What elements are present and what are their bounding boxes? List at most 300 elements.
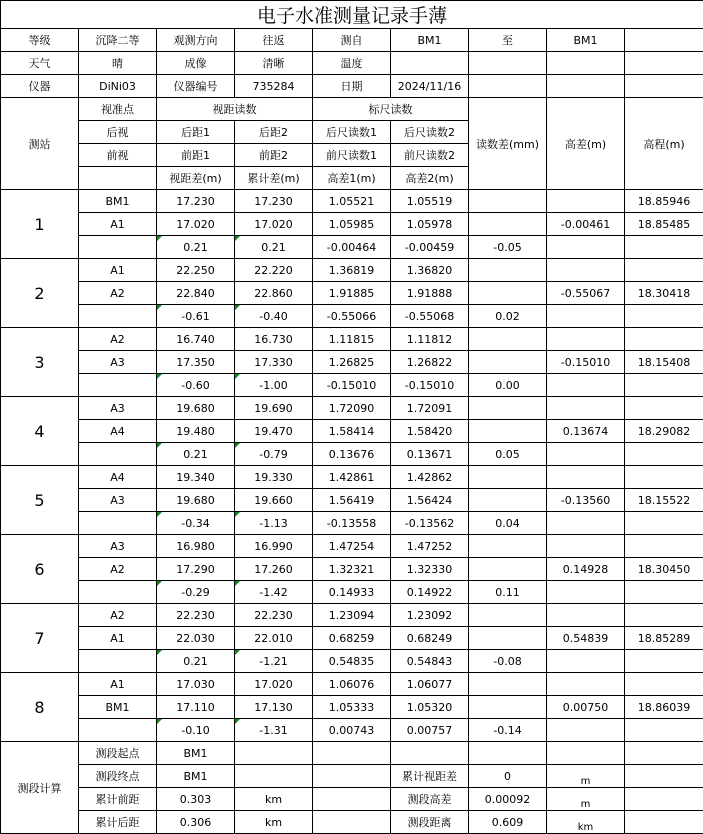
empty-cell[interactable]: [469, 673, 547, 696]
fore-cell[interactable]: 17.330: [235, 351, 313, 374]
info-cell[interactable]: 观测方向: [157, 29, 235, 52]
empty-cell[interactable]: [469, 489, 547, 512]
hd1-cell[interactable]: -0.00464: [313, 236, 391, 259]
seg-hd-value[interactable]: 0.00092: [469, 788, 547, 811]
dist-diff-cell[interactable]: -0.60: [157, 374, 235, 397]
fore-cell[interactable]: 1.91888: [391, 282, 469, 305]
elevation-cell[interactable]: [625, 397, 703, 420]
hd2-cell[interactable]: 0.00757: [391, 719, 469, 742]
fore-cell[interactable]: A2: [79, 558, 157, 581]
fore-cell[interactable]: 22.860: [235, 282, 313, 305]
station-back-row: [1, 535, 703, 558]
fore-cell[interactable]: 17.020: [157, 213, 235, 236]
elevation-cell[interactable]: 18.30418: [625, 282, 703, 305]
back-cell[interactable]: 19.690: [235, 397, 313, 420]
back-cell[interactable]: 1.36820: [391, 259, 469, 282]
hd2-cell[interactable]: 0.13671: [391, 443, 469, 466]
back-cell[interactable]: 1.36819: [313, 259, 391, 282]
read-diff-cell[interactable]: 0.11: [469, 581, 547, 604]
empty-cell[interactable]: [547, 512, 625, 535]
empty-cell[interactable]: [313, 765, 391, 788]
hd1-cell[interactable]: -0.13558: [313, 512, 391, 535]
back-cell[interactable]: 19.330: [235, 466, 313, 489]
empty-cell[interactable]: [469, 397, 547, 420]
empty-cell[interactable]: [235, 765, 313, 788]
height-diff-cell[interactable]: -0.15010: [547, 351, 625, 374]
header-back-dist2[interactable]: 后距2: [235, 121, 313, 144]
empty-cell[interactable]: [313, 788, 391, 811]
empty-cell[interactable]: [547, 466, 625, 489]
header-fore-dist1[interactable]: 前距1: [157, 144, 235, 167]
read-diff-cell[interactable]: 0.02: [469, 305, 547, 328]
station-back-row: [1, 328, 703, 351]
cum-diff-cell[interactable]: -1.00: [235, 374, 313, 397]
info-cell[interactable]: [625, 75, 703, 98]
empty-cell[interactable]: [547, 259, 625, 282]
fore-cell[interactable]: 1.26825: [313, 351, 391, 374]
empty-cell[interactable]: [625, 788, 703, 811]
back-cell[interactable]: 1.47252: [391, 535, 469, 558]
empty-cell[interactable]: [547, 374, 625, 397]
header-read-diff[interactable]: 读数差(mm): [469, 98, 547, 190]
fore-cell[interactable]: 1.58414: [313, 420, 391, 443]
fore-cell[interactable]: 1.56424: [391, 489, 469, 512]
hd1-cell[interactable]: 0.00743: [313, 719, 391, 742]
read-diff-cell[interactable]: 0.00: [469, 374, 547, 397]
station-back-row: [1, 397, 703, 420]
fore-cell[interactable]: 17.290: [157, 558, 235, 581]
back-cell[interactable]: 22.220: [235, 259, 313, 282]
fore-cell[interactable]: 1.56419: [313, 489, 391, 512]
empty-cell[interactable]: [469, 604, 547, 627]
cum-diff-cell[interactable]: 0.21: [235, 236, 313, 259]
dist-diff-cell[interactable]: 0.21: [157, 443, 235, 466]
station-number[interactable]: 1: [1, 190, 79, 259]
back-cell[interactable]: 1.05519: [391, 190, 469, 213]
header-fore-read1[interactable]: 前尺读数1: [313, 144, 391, 167]
dist-diff-cell[interactable]: -0.34: [157, 512, 235, 535]
dist-diff-cell[interactable]: 0.21: [157, 650, 235, 673]
back-cell[interactable]: 16.980: [157, 535, 235, 558]
elevation-cell[interactable]: [625, 673, 703, 696]
fore-cell[interactable]: A3: [79, 489, 157, 512]
seg-dist-label[interactable]: 测段距离: [391, 811, 469, 834]
empty-cell[interactable]: [391, 742, 469, 765]
page-title: 电子水准测量记录手薄: [1, 1, 703, 29]
info-cell[interactable]: BM1: [391, 29, 469, 52]
elevation-cell[interactable]: 18.15408: [625, 351, 703, 374]
dist-diff-cell[interactable]: 0.21: [157, 236, 235, 259]
fore-cell[interactable]: 1.05978: [391, 213, 469, 236]
fore-cell[interactable]: A3: [79, 351, 157, 374]
read-diff-cell[interactable]: -0.14: [469, 719, 547, 742]
elevation-cell[interactable]: 18.15522: [625, 489, 703, 512]
empty-cell[interactable]: [469, 420, 547, 443]
hd1-cell[interactable]: 0.13676: [313, 443, 391, 466]
elevation-cell[interactable]: 18.85485: [625, 213, 703, 236]
height-diff-cell[interactable]: 0.14928: [547, 558, 625, 581]
seg-dist-unit[interactable]: km: [547, 811, 625, 834]
empty-cell[interactable]: [625, 374, 703, 397]
fore-cell[interactable]: 1.05320: [391, 696, 469, 719]
height-diff-cell[interactable]: -0.13560: [547, 489, 625, 512]
hd1-cell[interactable]: -0.55066: [313, 305, 391, 328]
back-cell[interactable]: A2: [79, 604, 157, 627]
start-value[interactable]: BM1: [157, 742, 235, 765]
empty-cell[interactable]: [547, 673, 625, 696]
fore-cell[interactable]: 1.32330: [391, 558, 469, 581]
back-cell[interactable]: 1.11815: [313, 328, 391, 351]
empty-cell[interactable]: [469, 535, 547, 558]
height-diff-cell[interactable]: -0.55067: [547, 282, 625, 305]
empty-cell[interactable]: [547, 236, 625, 259]
station-fore-row: [1, 489, 703, 512]
start-label[interactable]: 测段起点: [79, 742, 157, 765]
fore-cell[interactable]: 1.58420: [391, 420, 469, 443]
back-cell[interactable]: 1.23092: [391, 604, 469, 627]
header-sight-point[interactable]: 视准点: [79, 98, 157, 121]
fore-cell[interactable]: BM1: [79, 696, 157, 719]
empty-cell[interactable]: [625, 811, 703, 834]
summary-row: [1, 742, 703, 765]
back-cell[interactable]: 17.230: [235, 190, 313, 213]
back-total-unit[interactable]: km: [235, 811, 313, 834]
fore-cell[interactable]: 1.26822: [391, 351, 469, 374]
elevation-cell[interactable]: 18.85946: [625, 190, 703, 213]
header-station[interactable]: 测站: [1, 98, 79, 190]
elevation-cell[interactable]: 18.86039: [625, 696, 703, 719]
header-fore-dist2[interactable]: 前距2: [235, 144, 313, 167]
fore-cell[interactable]: 19.660: [235, 489, 313, 512]
seg-hd-unit[interactable]: m: [547, 788, 625, 811]
elevation-cell[interactable]: 18.30450: [625, 558, 703, 581]
info-cell[interactable]: [469, 52, 547, 75]
fore-cell[interactable]: 22.030: [157, 627, 235, 650]
height-diff-cell[interactable]: 0.13674: [547, 420, 625, 443]
hd2-cell[interactable]: -0.15010: [391, 374, 469, 397]
fore-total-value[interactable]: 0.303: [157, 788, 235, 811]
back-cell[interactable]: 1.06077: [391, 673, 469, 696]
info-cell[interactable]: 仪器: [1, 75, 79, 98]
dist-diff-cell[interactable]: -0.10: [157, 719, 235, 742]
fore-cell[interactable]: 0.68249: [391, 627, 469, 650]
fore-cell[interactable]: 17.020: [235, 213, 313, 236]
hd1-cell[interactable]: -0.15010: [313, 374, 391, 397]
dist-diff-cell[interactable]: -0.29: [157, 581, 235, 604]
cum-diff-cell[interactable]: -1.21: [235, 650, 313, 673]
empty-cell[interactable]: [625, 236, 703, 259]
empty-cell[interactable]: [79, 167, 157, 190]
empty-cell[interactable]: [79, 374, 157, 397]
empty-cell[interactable]: [547, 535, 625, 558]
back-cell[interactable]: 16.740: [157, 328, 235, 351]
info-cell[interactable]: DiNi03: [79, 75, 157, 98]
empty-cell[interactable]: [625, 765, 703, 788]
cum-diff-cell[interactable]: -1.31: [235, 719, 313, 742]
dist-diff-cell[interactable]: -0.61: [157, 305, 235, 328]
station-fore-row: [1, 558, 703, 581]
fore-cell[interactable]: A4: [79, 420, 157, 443]
empty-cell[interactable]: [313, 811, 391, 834]
cum-diff-cell[interactable]: -0.40: [235, 305, 313, 328]
info-cell[interactable]: 等级: [1, 29, 79, 52]
info-cell[interactable]: [625, 29, 703, 52]
empty-cell[interactable]: [469, 627, 547, 650]
info-cell[interactable]: 天气: [1, 52, 79, 75]
fore-cell[interactable]: 17.260: [235, 558, 313, 581]
back-cell[interactable]: A1: [79, 259, 157, 282]
empty-cell[interactable]: [79, 512, 157, 535]
seg-hd-label[interactable]: 测段高差: [391, 788, 469, 811]
height-diff-cell[interactable]: -0.00461: [547, 213, 625, 236]
empty-cell[interactable]: [79, 443, 157, 466]
fore-cell[interactable]: 19.470: [235, 420, 313, 443]
info-cell[interactable]: 735284: [235, 75, 313, 98]
hd2-cell[interactable]: 0.14922: [391, 581, 469, 604]
header-hd1[interactable]: 高差1(m): [313, 167, 391, 190]
empty-cell[interactable]: [469, 466, 547, 489]
info-cell[interactable]: 仪器编号: [157, 75, 235, 98]
back-cell[interactable]: 22.230: [235, 604, 313, 627]
height-diff-cell[interactable]: 0.00750: [547, 696, 625, 719]
station-back-row: [1, 259, 703, 282]
back-cell[interactable]: 1.42862: [391, 466, 469, 489]
station-diff-row: [1, 512, 703, 535]
header-fore-read2[interactable]: 前尺读数2: [391, 144, 469, 167]
elevation-cell[interactable]: 18.29082: [625, 420, 703, 443]
fore-cell[interactable]: 1.05985: [313, 213, 391, 236]
empty-cell[interactable]: [547, 305, 625, 328]
empty-cell[interactable]: [469, 328, 547, 351]
header-cum-diff[interactable]: 累计差(m): [235, 167, 313, 190]
elevation-cell[interactable]: 18.85289: [625, 627, 703, 650]
hd2-cell[interactable]: 0.54843: [391, 650, 469, 673]
back-cell[interactable]: BM1: [79, 190, 157, 213]
info-cell[interactable]: [391, 52, 469, 75]
fore-cell[interactable]: A2: [79, 282, 157, 305]
hd2-cell[interactable]: -0.00459: [391, 236, 469, 259]
empty-cell[interactable]: [313, 742, 391, 765]
empty-cell[interactable]: [547, 397, 625, 420]
header-backsight[interactable]: 后视: [79, 121, 157, 144]
empty-cell[interactable]: [625, 742, 703, 765]
read-diff-cell[interactable]: 0.05: [469, 443, 547, 466]
fore-cell[interactable]: 1.05333: [313, 696, 391, 719]
back-cell[interactable]: 1.23094: [313, 604, 391, 627]
hd1-cell[interactable]: 0.14933: [313, 581, 391, 604]
fore-cell[interactable]: 19.480: [157, 420, 235, 443]
header-back-read2[interactable]: 后尺读数2: [391, 121, 469, 144]
back-total-label[interactable]: 累计后距: [79, 811, 157, 834]
hd1-cell[interactable]: 0.54835: [313, 650, 391, 673]
empty-cell[interactable]: [469, 213, 547, 236]
hd2-cell[interactable]: -0.13562: [391, 512, 469, 535]
back-cell[interactable]: 1.06076: [313, 673, 391, 696]
read-diff-cell[interactable]: -0.05: [469, 236, 547, 259]
empty-cell[interactable]: [469, 696, 547, 719]
empty-cell[interactable]: [469, 282, 547, 305]
back-cell[interactable]: 1.05521: [313, 190, 391, 213]
empty-cell[interactable]: [79, 236, 157, 259]
empty-cell[interactable]: [79, 581, 157, 604]
header-back-read1[interactable]: 后尺读数1: [313, 121, 391, 144]
summary-row: [1, 811, 703, 834]
back-total-value[interactable]: 0.306: [157, 811, 235, 834]
info-cell[interactable]: 测自: [313, 29, 391, 52]
info-cell[interactable]: [547, 52, 625, 75]
header-hd2[interactable]: 高差2(m): [391, 167, 469, 190]
fore-cell[interactable]: 17.350: [157, 351, 235, 374]
empty-cell[interactable]: [547, 719, 625, 742]
back-cell[interactable]: A3: [79, 535, 157, 558]
empty-cell[interactable]: [79, 650, 157, 673]
height-diff-cell[interactable]: 0.54839: [547, 627, 625, 650]
back-cell[interactable]: 1.42861: [313, 466, 391, 489]
elevation-cell[interactable]: [625, 259, 703, 282]
info-cell[interactable]: [469, 75, 547, 98]
empty-cell[interactable]: [469, 742, 547, 765]
station-diff-row: [1, 719, 703, 742]
cum-diff-cell[interactable]: -1.13: [235, 512, 313, 535]
back-cell[interactable]: 22.230: [157, 604, 235, 627]
back-cell[interactable]: 19.680: [157, 397, 235, 420]
empty-cell[interactable]: [469, 259, 547, 282]
empty-cell[interactable]: [469, 558, 547, 581]
back-cell[interactable]: A4: [79, 466, 157, 489]
empty-cell[interactable]: [625, 305, 703, 328]
info-row1: [1, 29, 703, 52]
cum-diff-cell[interactable]: -1.42: [235, 581, 313, 604]
fore-cell[interactable]: A1: [79, 627, 157, 650]
fore-cell[interactable]: 1.32321: [313, 558, 391, 581]
end-value[interactable]: BM1: [157, 765, 235, 788]
cum-dist-diff-unit[interactable]: m: [547, 765, 625, 788]
empty-cell[interactable]: [625, 512, 703, 535]
back-cell[interactable]: 17.020: [235, 673, 313, 696]
back-cell[interactable]: 1.47254: [313, 535, 391, 558]
empty-cell[interactable]: [547, 328, 625, 351]
empty-cell[interactable]: [469, 351, 547, 374]
fore-cell[interactable]: 0.68259: [313, 627, 391, 650]
info-cell[interactable]: 往返: [235, 29, 313, 52]
end-label[interactable]: 测段终点: [79, 765, 157, 788]
station-number[interactable]: 5: [1, 466, 79, 535]
fore-total-label[interactable]: 累计前距: [79, 788, 157, 811]
station-number[interactable]: 4: [1, 397, 79, 466]
back-cell[interactable]: 22.250: [157, 259, 235, 282]
cum-diff-cell[interactable]: -0.79: [235, 443, 313, 466]
fore-cell[interactable]: 22.840: [157, 282, 235, 305]
fore-cell[interactable]: 19.680: [157, 489, 235, 512]
info-cell[interactable]: 温度: [313, 52, 391, 75]
fore-cell[interactable]: 17.130: [235, 696, 313, 719]
empty-cell[interactable]: [79, 719, 157, 742]
info-cell[interactable]: 清晰: [235, 52, 313, 75]
station-diff-row: [1, 443, 703, 466]
header-dist-diff[interactable]: 视距差(m): [157, 167, 235, 190]
empty-cell[interactable]: [625, 650, 703, 673]
station-number[interactable]: 6: [1, 535, 79, 604]
cum-dist-diff-label[interactable]: 累计视距差: [391, 765, 469, 788]
back-cell[interactable]: 1.72091: [391, 397, 469, 420]
elevation-cell[interactable]: [625, 466, 703, 489]
header-elevation[interactable]: 高程(m): [625, 98, 703, 190]
info-cell[interactable]: [625, 52, 703, 75]
info-cell[interactable]: 晴: [79, 52, 157, 75]
station-back-row: [1, 604, 703, 627]
back-cell[interactable]: 17.030: [157, 673, 235, 696]
cum-dist-diff-value[interactable]: 0: [469, 765, 547, 788]
empty-cell[interactable]: [79, 305, 157, 328]
fore-cell[interactable]: 22.010: [235, 627, 313, 650]
back-cell[interactable]: 1.11812: [391, 328, 469, 351]
station-fore-row: [1, 420, 703, 443]
info-cell[interactable]: BM1: [547, 29, 625, 52]
back-cell[interactable]: 17.230: [157, 190, 235, 213]
empty-cell[interactable]: [625, 581, 703, 604]
info-cell[interactable]: 日期: [313, 75, 391, 98]
back-cell[interactable]: A3: [79, 397, 157, 420]
empty-cell[interactable]: [547, 604, 625, 627]
seg-dist-value[interactable]: 0.609: [469, 811, 547, 834]
back-cell[interactable]: A2: [79, 328, 157, 351]
info-cell[interactable]: [547, 75, 625, 98]
station-number[interactable]: 8: [1, 673, 79, 742]
station-number[interactable]: 7: [1, 604, 79, 673]
header-distance-readings[interactable]: 视距读数: [157, 98, 313, 121]
empty-cell[interactable]: [547, 650, 625, 673]
empty-cell[interactable]: [547, 190, 625, 213]
empty-cell[interactable]: [235, 742, 313, 765]
fore-cell[interactable]: 1.91885: [313, 282, 391, 305]
empty-cell[interactable]: [625, 443, 703, 466]
back-cell[interactable]: A1: [79, 673, 157, 696]
empty-cell[interactable]: [547, 742, 625, 765]
header-back-dist1[interactable]: 后距1: [157, 121, 235, 144]
info-cell[interactable]: 成像: [157, 52, 235, 75]
elevation-cell[interactable]: [625, 535, 703, 558]
back-cell[interactable]: 16.730: [235, 328, 313, 351]
station-fore-row: [1, 213, 703, 236]
read-diff-cell[interactable]: -0.08: [469, 650, 547, 673]
read-diff-cell[interactable]: 0.04: [469, 512, 547, 535]
header-staff-readings[interactable]: 标尺读数: [313, 98, 469, 121]
station-back-row: [1, 466, 703, 489]
empty-cell[interactable]: [625, 719, 703, 742]
empty-cell[interactable]: [469, 190, 547, 213]
station-number[interactable]: 2: [1, 259, 79, 328]
station-back-row: [1, 673, 703, 696]
back-cell[interactable]: 19.340: [157, 466, 235, 489]
elevation-cell[interactable]: [625, 604, 703, 627]
summary-label[interactable]: 测段计算: [1, 742, 79, 834]
fore-cell[interactable]: A1: [79, 213, 157, 236]
empty-cell[interactable]: [547, 581, 625, 604]
info-cell[interactable]: 至: [469, 29, 547, 52]
header-foresight[interactable]: 前视: [79, 144, 157, 167]
empty-cell[interactable]: [547, 443, 625, 466]
info-cell[interactable]: 沉降二等: [79, 29, 157, 52]
info-cell[interactable]: 2024/11/16: [391, 75, 469, 98]
hd2-cell[interactable]: -0.55068: [391, 305, 469, 328]
station-number[interactable]: 3: [1, 328, 79, 397]
elevation-cell[interactable]: [625, 328, 703, 351]
fore-total-unit[interactable]: km: [235, 788, 313, 811]
back-cell[interactable]: 1.72090: [313, 397, 391, 420]
back-cell[interactable]: 16.990: [235, 535, 313, 558]
fore-cell[interactable]: 17.110: [157, 696, 235, 719]
header-height-diff[interactable]: 高差(m): [547, 98, 625, 190]
